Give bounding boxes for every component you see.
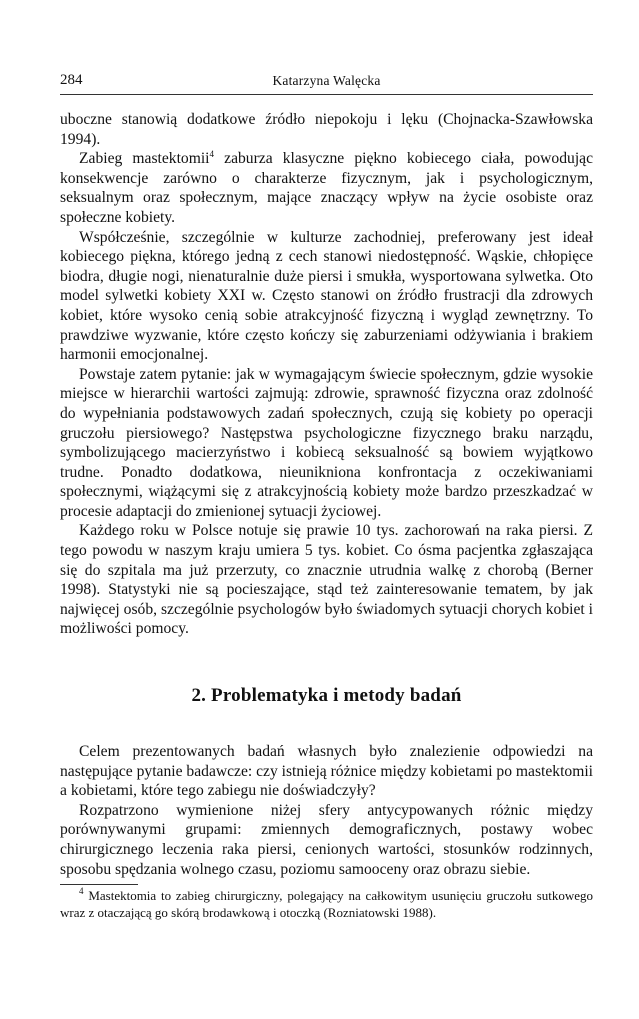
footnote <box>60 888 593 921</box>
footnote-reference[interactable]: 4 <box>209 149 215 160</box>
paragraph: Powstaje zatem pytanie: jak w wymagającym świecie społecznym, gdzie wysokie miejsce w hierarchii wartości zajmują: zdrowie, sprawność fizyczna oraz zdolność do wypełniania podstawowych zadań społecznych, czują się kobiety po operacji gruczołu piersiowego? Następstwa psychologiczne fizycznego braku narządu, symbolizującego macierzyństwo i kobiecą seksualność są bowiem wyjątkowo trudne. Ponadto dodatkowa, nieunikniona konfrontacja z oczekiwaniami społecznymi, wiążącymi się z atrakcyjnością kobiety może bardzo przeszkadzać w procesie adaptacji do zmienionej sytuacji życiowej. <box>60 365 593 520</box>
paragraph: Rozpatrzono wymienione niżej sfery antycypowanych różnic między porównywanymi grupami: zmiennych demograficznych, postawy wobec chirurgicznego leczenia raka piersi, cenionych wartości, stosunków rodzinnych, sposobu spędzania wolnego czasu, poziomu samooceny oraz obrazu siebie. <box>60 801 593 878</box>
paragraph: uboczne stanowią dodatkowe źródło niepokoju i lęku (Chojnacka-Szawłowska 1994). <box>60 111 593 148</box>
footnotes <box>60 888 593 921</box>
paragraph: Współcześnie, szczególnie w kulturze zachodniej, preferowany jest ideał kobiecego piękna, którego jedną z cech stanowi niedostępność. Wąskie, chłopięce biodra, długie nogi, nienaturalnie duże piersi i smukła, wysportowana sylwetka. Oto model sylwetki kobiety XXI w. Często stanowi on źródło frustracji dla zdrowych kobiet, które wysoko cenią sobie atrakcyjność fizyczną i wygląd zewnętrzny. To prawdziwe wyzwanie, które często kończy się zaburzeniami odżywiania i brakiem harmonii emocjonalnej. <box>60 228 593 364</box>
body-text <box>60 110 593 639</box>
footnote-rule <box>60 884 138 885</box>
paragraph: Celem prezentowanych badań własnych było znalezienie odpowiedzi na następujące pytanie badawcze: czy istnieją różnice między kobietami po mastektomii a kobietami, które tego zabiegu nie doświadczyły? <box>60 743 594 800</box>
section-heading: 2. Problematyka i metody badań <box>191 685 462 706</box>
footnote-text: Mastektomia to zabieg chirurgiczny, polegający na całkowitym usunięciu gruczołu sutkowego wraz z otaczającą go skórą brodawkową i otoczką (Rozniatowski 1988). <box>60 888 593 920</box>
paragraph-text: Zabieg mastektomii <box>79 150 210 168</box>
section-body <box>60 742 593 879</box>
paragraph-text: zaburza klasyczne piękno kobiecego ciała, powodując konsekwencje zarówno o charakterze fizycznym, jak i psychologicznym, seksualnym oraz społecznym, mające znaczący wpływ na życie osobiste oraz społeczne kobiety. <box>60 150 593 226</box>
running-header <box>60 72 593 92</box>
paragraph: Każdego roku w Polsce notuje się prawie 10 tys. zachorowań na raka piersi. Z tego powodu w naszym kraju umiera 5 tys. kobiet. Co ósma pacjentka zgłaszająca się do szpitala ma już przerzuty, co znacznie utrudnia walkę z chorobą (Berner 1998). Statystyki nie są pocieszające, stąd też zainteresowanie tematem, by jak najwięcej osób, szczególnie psychologów było świadomych sytuacji chorych kobiet i możliwości pomocy. <box>60 522 593 638</box>
header-rule <box>60 94 593 95</box>
running-title-author: Katarzyna Walęcka <box>272 73 381 88</box>
footnote-mark: 4 <box>79 886 84 896</box>
page-number: 284 <box>60 72 83 88</box>
paragraph <box>60 149 593 227</box>
